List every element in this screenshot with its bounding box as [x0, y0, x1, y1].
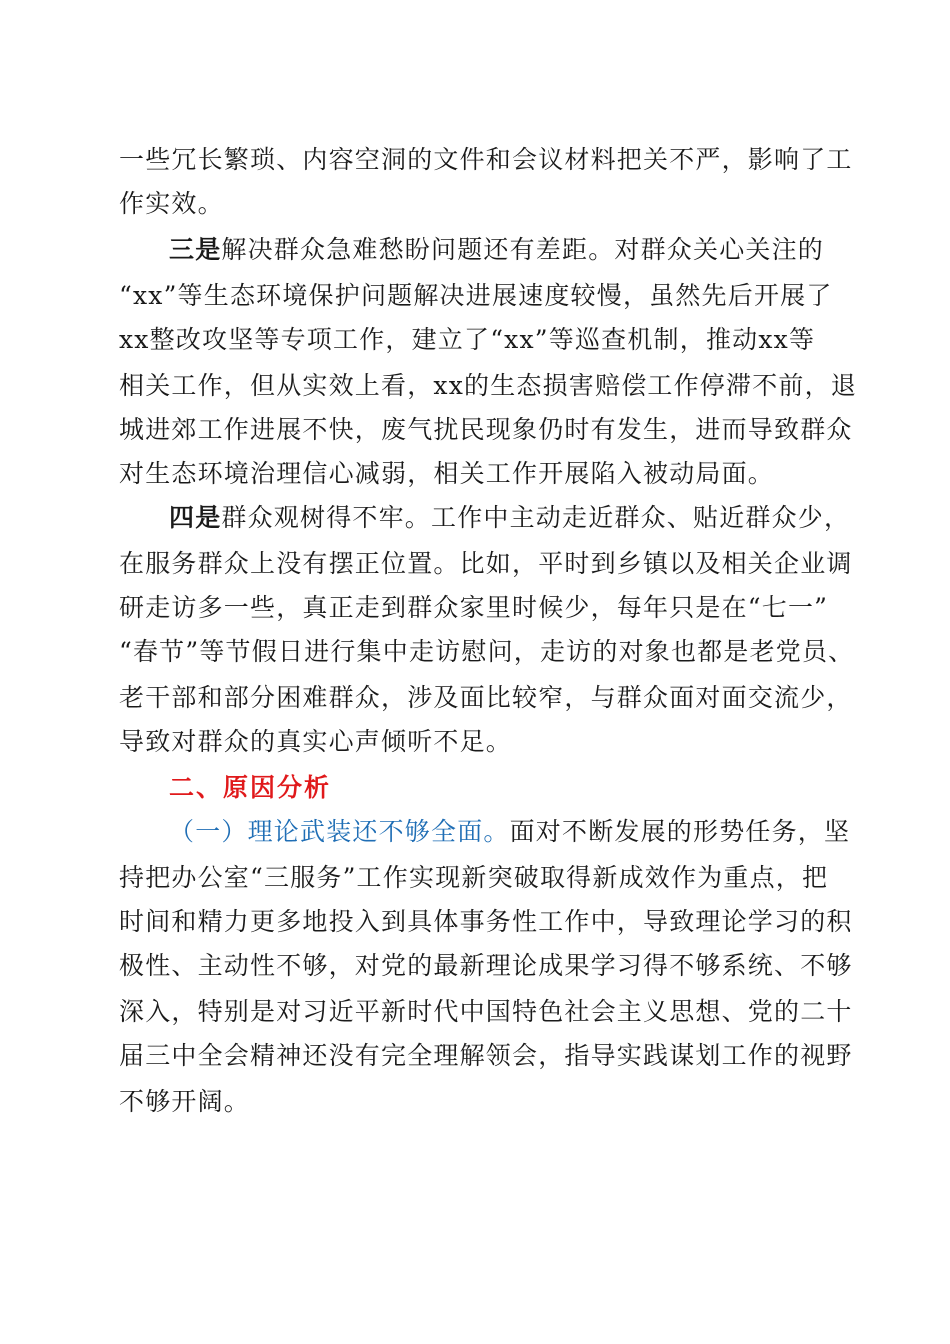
line-text: 一些冗长繁琐、内容空洞的文件和会议材料把关不严，影响了工	[119, 145, 853, 174]
paragraph-line-four	[169, 502, 850, 534]
line-text: 相关工作，但从实效上看，xx的生态损害赔偿工作停滞不前，退	[119, 371, 858, 400]
paragraph-line	[119, 188, 224, 220]
paragraph-line	[119, 144, 853, 176]
paragraph-line	[119, 548, 853, 580]
line-text: 解决群众急难愁盼问题还有差距。对群众关心关注的	[221, 235, 825, 264]
paragraph-line	[119, 636, 854, 668]
line-text: “春节”等节假日进行集中走访慰问，走访的对象也都是老党员、	[119, 637, 855, 666]
line-text: 深入，特别是对习近平新时代中国特色社会主义思想、党的二十	[119, 997, 853, 1026]
line-text: 群众观树得不牢。工作中主动走近群众、贴近群众少，	[221, 503, 851, 532]
section-heading	[169, 772, 331, 804]
line-text: 极性、主动性不够，对党的最新理论成果学习得不够系统、不够	[119, 951, 853, 980]
line-text: 在服务群众上没有摆正位置。比如，平时到乡镇以及相关企业调	[119, 549, 853, 578]
line-text: 对生态环境治理信心减弱，相关工作开展陷入被动局面。	[119, 459, 775, 488]
paragraph-line-three	[169, 234, 824, 266]
lead-label: 四是	[169, 503, 222, 532]
paragraph-line	[119, 324, 815, 356]
paragraph-line	[119, 726, 512, 758]
line-text: 导致对群众的真实心声倾听不足。	[119, 727, 513, 756]
line-text: 老干部和部分困难群众，涉及面比较窄，与群众面对面交流少，	[119, 683, 853, 712]
paragraph-line	[119, 996, 853, 1028]
paragraph-line	[119, 370, 857, 402]
line-text: 面对不断发展的形势任务，坚	[509, 817, 851, 846]
line-text: 作实效。	[119, 189, 224, 218]
line-text: 研走访多一些，真正走到群众家里时候少，每年只是在“七一”	[119, 593, 829, 622]
paragraph-line	[119, 280, 833, 312]
lead-label: 三是	[169, 235, 222, 264]
paragraph-line	[119, 458, 774, 490]
section-heading-text: 二、原因分析	[169, 773, 332, 802]
sub-heading: （一）理论武装还不够全面。	[169, 817, 510, 846]
sub-heading-line	[169, 816, 850, 848]
line-text: xx整改攻坚等专项工作，建立了“xx”等巡查机制，推动xx等	[119, 325, 816, 354]
line-text: 持把办公室“三服务”工作实现新突破取得新成效作为重点，把	[119, 863, 829, 892]
line-text: 届三中全会精神还没有完全理解领会，指导实践谋划工作的视野	[119, 1041, 853, 1070]
paragraph-line	[119, 906, 853, 938]
paragraph-line	[119, 950, 853, 982]
line-text: 城进郊工作进展不快，废气扰民现象仍时有发生，进而导致群众	[119, 415, 853, 444]
paragraph-line	[119, 862, 828, 894]
line-text: “xx”等生态环境保护问题解决进展速度较慢，虽然先后开展了	[119, 281, 833, 310]
paragraph-line	[119, 1086, 250, 1118]
line-text: 时间和精力更多地投入到具体事务性工作中，导致理论学习的积	[119, 907, 853, 936]
line-text: 不够开阔。	[119, 1087, 251, 1116]
paragraph-line	[119, 682, 853, 714]
paragraph-line	[119, 1040, 853, 1072]
paragraph-line	[119, 592, 828, 624]
paragraph-line	[119, 414, 853, 446]
